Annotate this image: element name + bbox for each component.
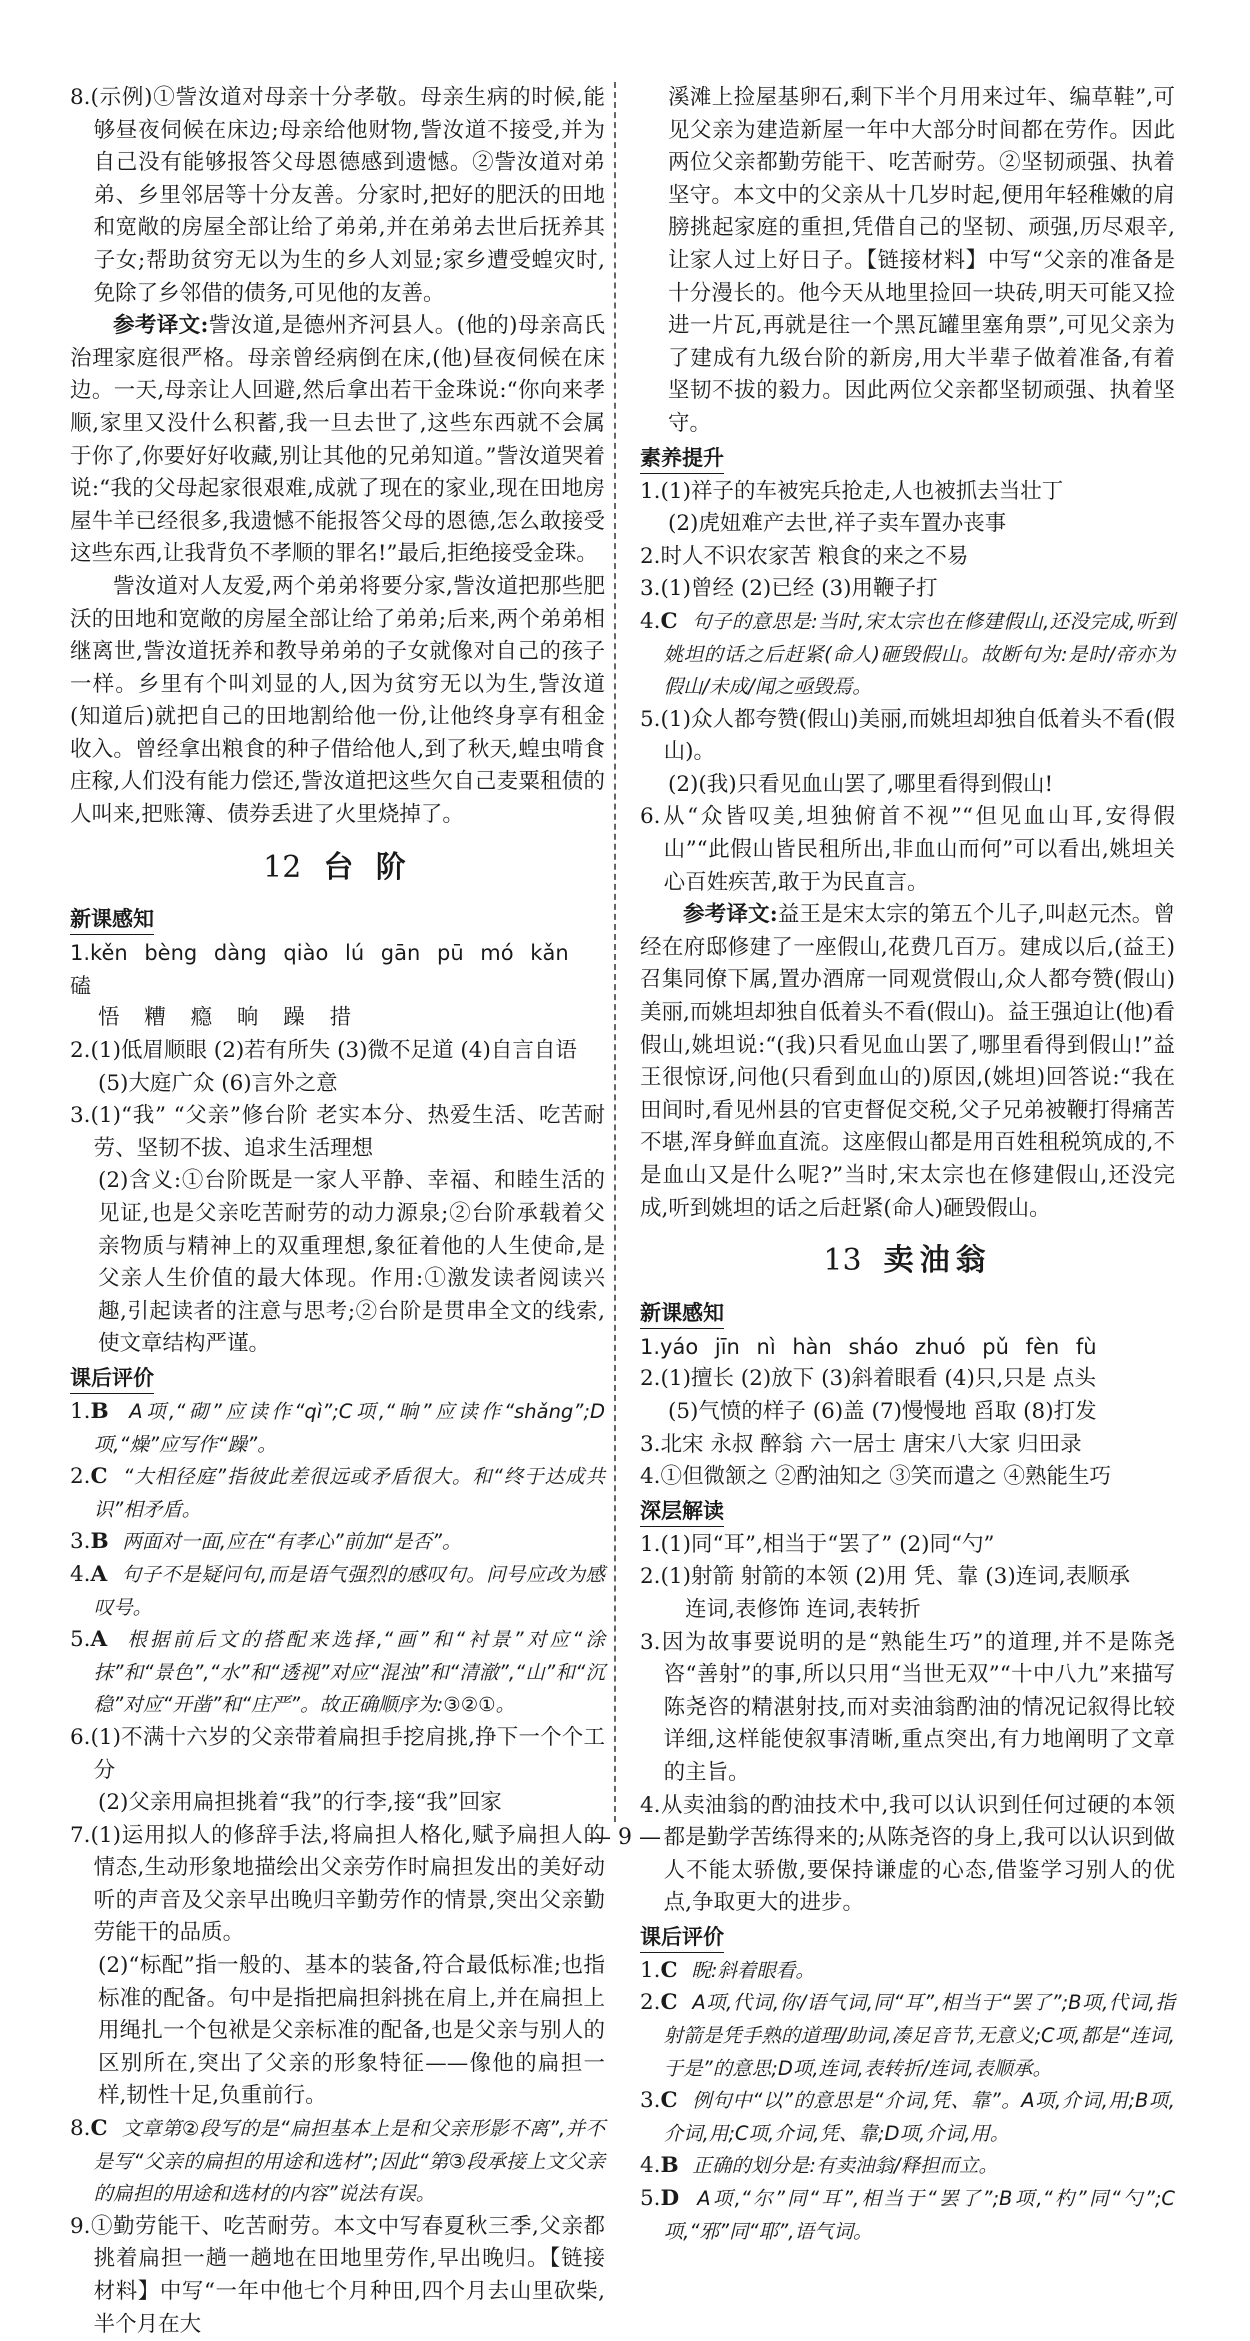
page-number: — 9 — [589, 1825, 661, 1850]
eval-6b: (2)父亲用扁担挑着“我”的行李,接“我”回家 [97, 1790, 502, 1816]
answer-13-q3: 3.北宋 永叔 醉翁 六一居士 唐宋八大家 归田录 [640, 1431, 1082, 1457]
deep-1: 1.(1)同“耳”,相当于“罢了” (2)同“勺” [640, 1531, 995, 1557]
eval13-2: 2.C A项,代词,你/语气词,同“耳”,相当于“罢了”;B项,代词,指射箭是凭手熟的道理/助词,凑足音节,无意义;C项,都是“连词,于是”的意思;D项,连词,表转折/连词,表顺承。 [640, 1990, 1175, 2080]
section-xinke-ganzhi-13: 新课感知 [640, 1298, 724, 1329]
translation-yiwang: 参考译文:益王是宋太宗的第五个儿子,叫赵元杰。曾经在府邸修建了一座假山,花费几百万。建成以后,(益王)召集同僚下属,置办酒席一同观赏假山,众人都夸赞(假山)美丽,而姚坦却独自低着头不看(假山)。益王强迫让(他)看假山,姚坦说:“(我)只看见血山罢了,哪里看得到假山!”益王很惊讶,问他(只看到血山的)原因,(姚坦)回答说:“我在田间时,看见州县的官吏督促交税,父子兄弟被鞭打得痛苦不堪,浑身鲜血直流。这座假山都是用百姓租税筑成的,不是血山又是什么呢?”当时,宋太宗也在修建假山,还没完成,听到姚坦的话之后赶紧(命人)砸毁假山。 [640, 902, 1175, 1221]
answer-13-q4: 4.①但微颔之 ②酌油知之 ③笑而遣之 ④熟能生巧 [640, 1464, 1112, 1490]
skill-3: 3.(1)曾经 (2)已经 (3)用鞭子打 [640, 576, 938, 602]
eval-7b: (2)“标配”指一般的、基本的装备,符合最低标准;也指标准的配备。句中是指把扁担斜挑在肩上,并在扁担上用绳扎一个包袱是父亲标准的配备,也是父亲与别人的区别所在,突出了父亲的形象特征——像他的扁担一样,韧性十足,负重前行。 [97, 1953, 605, 2109]
eval13-4: 4.B 正确的划分是:有卖油翁/释担而立。 [640, 2153, 999, 2179]
eval-6a: 6.(1)不满十六岁的父亲带着扁担手挖肩挑,挣下一个个工分 [70, 1724, 605, 1783]
answer-13-q2a: 2.(1)擅长 (2)放下 (3)斜着眼看 (4)只,只是 点头 [640, 1366, 1097, 1392]
lesson-12-title: 12 台 阶 [263, 849, 412, 885]
eval13-5: 5.D A项,“尔”同“耳”,相当于“罢了”;B项,“杓”同“勺”;C项,“邪”同“耶”,语气词。 [640, 2186, 1176, 2243]
eval13-1: 1.C 睨:斜着眼看。 [640, 1957, 815, 1983]
translation-label: 参考译文: [113, 313, 209, 339]
pinyin-line: 1.kěn bèng dàng qiào lú gān pū mó kǎn 磕 [70, 941, 569, 998]
skill-6: 6.从“众皆叹美,坦独俯首不视”“但见血山耳,安得假山”“此假山皆民租所出,非血山而何”可以看出,姚坦关心百姓疾苦,敢于为民直言。 [640, 804, 1175, 895]
eval-9: 9.①勤劳能干、吃苦耐劳。本文中写春夏秋三季,父亲都挑着扁担一趟一趟地在田地里劳作,早出晚归。【链接材料】中写“一年中他七个月种田,四个月去山里砍柴,半个月在大 [70, 2213, 605, 2337]
deep-2b: 连词,表修饰 连词,表转折 [685, 1596, 921, 1622]
eval-1: 1.B A项,“砌”应读作“qì”;C项,“晌”应读作“shǎng”;D项,“燥”应写作“躁”。 [70, 1398, 605, 1456]
section-xinke-ganzhi: 新课感知 [70, 904, 154, 935]
eval-4: 4.A 句子不是疑问句,而是语气强烈的感叹句。问号应改为感叹号。 [70, 1561, 605, 1619]
lesson-13-title: 13 卖油翁 [823, 1243, 992, 1279]
section-suyang-tisheng: 素养提升 [640, 443, 724, 474]
section-kehou-pingjia: 课后评价 [70, 1363, 154, 1394]
skill-5b: (2)(我)只看见血山罢了,哪里看得到假山! [667, 771, 1054, 797]
section-kehou-pingjia-13: 课后评价 [640, 1922, 724, 1953]
skill-1b: (2)虎妞难产去世,祥子卖车置办丧事 [667, 511, 1007, 537]
translation-para-2: 訾汝道对人友爱,两个弟弟将要分家,訾汝道把那些肥沃的田地和宽敞的房屋全部让给了弟弟;后来,两个弟弟相继离世,訾汝道抚养和教导弟弟的子女就像对自己的孩子一样。乡里有个叫刘显的人,因为贫穷无以为生,訾汝道(知道后)就把自己的田地割给他一份,让他终身享有租金收入。曾经拿出粮食的种子借给他人,到了秋天,蝗虫啃食庄稼,人们没有能力偿还,訾汝道把这些欠自己麦粟租债的人叫来,把账簿、债券丢进了火里烧掉了。 [70, 573, 605, 828]
eval-8: 8.C 文章第②段写的是“扁担基本上是和父亲形影不离”,并不是写“父亲的扁担的用途和选材”;因此“第③段承接上文父亲的扁担的用途和选材的内容”说法有误。 [70, 2116, 605, 2206]
eval-2: 2.C “大相径庭”指彼此差很远或矛盾很大。和“终于达成共识”相矛盾。 [70, 1464, 605, 1521]
char-line: 悟 糟 瘾 晌 躁 措 [97, 1005, 352, 1031]
skill-1a: 1.(1)祥子的车被宪兵抢走,人也被抓去当壮丁 [640, 478, 1064, 504]
skill-2: 2.时人不识农家苦 粮食的来之不易 [640, 543, 969, 569]
left-column [70, 82, 605, 2341]
section-shenceng-jiedu: 深层解读 [640, 1496, 724, 1527]
skill-4: 4.C 句子的意思是:当时,宋太宗也在修建假山,还没完成,听到姚坦的话之后赶紧(命人)砸毁假山。故断句为:是时/帝亦为假山/未成/闻之亟毁焉。 [640, 608, 1175, 699]
eval-5: 5.A 根据前后文的搭配来选择,“画”和“衬景”对应“涂抹”和“景色”,“水”和“透视”对应“混浊”和“清澈”,“山”和“沉稳”对应“开凿”和“庄严”。故正确顺序为:③②①。 [70, 1627, 605, 1717]
eval13-3: 3.C 例句中“以”的意思是“介词,凭、靠”。A项,介词,用;B项,介词,用;C项,介词,凭、靠;D项,介词,用。 [640, 2088, 1175, 2145]
eval-9-continued: 溪滩上捡屋基卵石,剩下半个月用来过年、编草鞋”,可见父亲为建造新屋一年中大部分时间都在劳作。因此两位父亲都勤劳能干、吃苦耐劳。②坚韧顽强、执着坚守。本文中的父亲从十几岁时起,便用年轻稚嫩的肩膀挑起家庭的重担,凭借自己的坚韧、顽强,历尽艰辛,让家人过上好日子。【链接材料】中写“父亲的准备是十分漫长的。他今天从地里捡回一块砖,明天可能又捡进一片瓦,再就是往一个黑瓦罐里塞角票”,可见父亲为了建成有九级台阶的新房,用大半辈子做着准备,有着坚韧不拔的毅力。因此两位父亲都坚韧顽强、执着坚守。 [667, 85, 1175, 436]
right-column [640, 82, 1175, 2248]
deep-2a: 2.(1)射箭 射箭的本领 (2)用 凭、靠 (3)连词,表顺承 [640, 1564, 1131, 1590]
answer-q3a: 3.(1)“我” “父亲”修台阶 老实本分、热爱生活、吃苦耐劳、坚韧不拔、追求生活理想 [70, 1103, 605, 1161]
answer-q2b: (5)大庭广众 (6)言外之意 [97, 1070, 338, 1096]
translation-para-1: 参考译文:訾汝道,是德州齐河县人。(他的)母亲高氏治理家庭很严格。母亲曾经病倒在床,(他)昼夜伺候在床边。一天,母亲让人回避,然后拿出若干金珠说:“你向来孝顺,家里又没什么积蓄,我一旦去世了,这些东西就不会属于你了,你要好好收藏,别让其他的兄弟知道。”訾汝道哭着说:“我的父母起家很艰难,成就了现在的家业,现在田地房屋牛羊已经很多,我遗憾不能报答父母的恩德,怎么敢接受这些东西,让我背负不孝顺的罪名!”最后,拒绝接受金珠。 [70, 313, 605, 567]
deep-4: 4.从卖油翁的酌油技术中,我可以认识到任何过硬的本领都是勤学苦练得来的;从陈尧咨的身上,我可以认识到做人不能太骄傲,要保持谦虚的心态,借鉴学习别人的优点,争取更大的进步。 [640, 1792, 1175, 1916]
answer-q3b: (2)含义:①台阶既是一家人平静、幸福、和睦生活的见证,也是父亲吃苦耐劳的动力源泉;②台阶承载着父亲物质与精神上的双重理想,象征着他的人生使命,是父亲人生价值的最大体现。作用:①激发读者阅读兴趣,引起读者的注意与思考;②台阶是贯串全文的线索,使文章结构严谨。 [97, 1168, 605, 1357]
skill-5a: 5.(1)众人都夸赞(假山)美丽,而姚坦却独自低着头不看(假山)。 [640, 706, 1175, 765]
pinyin-line-13: 1.yáo jīn nì hàn sháo zhuó pǔ fèn fù [640, 1334, 1097, 1359]
deep-3: 3.因为故事要说明的是“熟能生巧”的道理,并不是陈尧咨“善射”的事,所以只用“当世无双”“十中八九”来描写陈尧咨的精湛射技,而对卖油翁酌油的情况记叙得比较详细,这样能使叙事清晰,重点突出,有力地阐明了文章的主旨。 [640, 1629, 1175, 1785]
eval-7a: 7.(1)运用拟人的修辞手法,将扁担人格化,赋予扁担人的情态,生动形象地描绘出父亲劳作时扁担发出的美好动听的声音及父亲早出晚归辛勤劳作的情景,突出父亲勤劳能干的品质。 [70, 1822, 605, 1946]
eval-3: 3.B 两面对一面,应在“有孝心”前加“是否”。 [70, 1529, 462, 1555]
answer-q2a: 2.(1)低眉顺眼 (2)若有所失 (3)微不足道 (4)自言自语 [70, 1038, 577, 1064]
answer-13-q2b: (5)气愤的样子 (6)盖 (7)慢慢地 舀取 (8)打发 [667, 1398, 1097, 1424]
column-divider [614, 82, 616, 1822]
answer-q8: 8.(示例)①訾汝道对母亲十分孝敬。母亲生病的时候,能够昼夜伺候在床边;母亲给他财物,訾汝道不接受,并为自己没有能够报答父母恩德感到遗憾。②訾汝道对弟弟、乡里邻居等十分友善。分家时,把好的肥沃的田地和宽敞的房屋全部让给了弟弟,并在弟弟去世后抚养其子女;帮助贫穷无以为生的乡人刘显;家乡遭受蝗灾时,免除了乡邻借的债务,可见他的友善。 [70, 85, 605, 306]
